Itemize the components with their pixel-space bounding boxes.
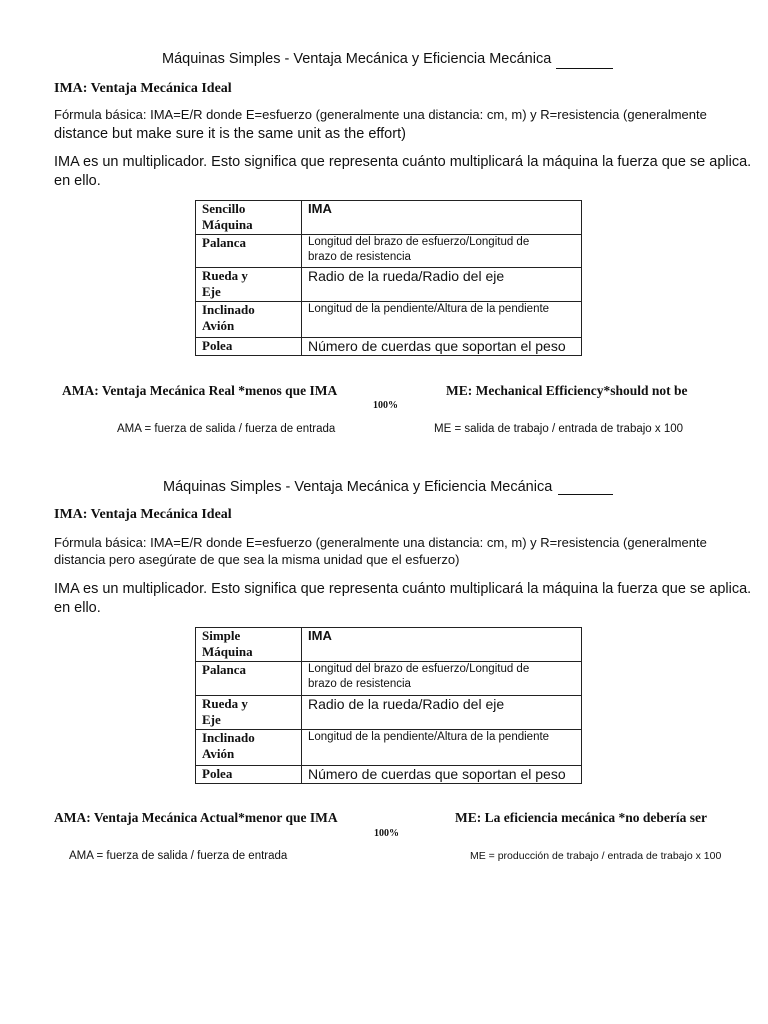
table-row — [196, 766, 582, 784]
table-row — [196, 302, 582, 338]
ama-formula: AMA = fuerza de salida / fuerza de entrada — [69, 850, 288, 862]
machine-name: Polea — [196, 338, 302, 356]
ama-formula: AMA = fuerza de salida / fuerza de entrada — [117, 423, 336, 435]
me-formula: ME = producción de trabajo / entrada de trabajo x 100 — [470, 850, 722, 862]
multiplier-text-line2: en ello. — [54, 173, 101, 189]
page-title: Máquinas Simples - Ventaja Mecánica y Eficiencia Mecánica — [162, 51, 552, 67]
formula-text-line1: Fórmula básica: IMA=E/R donde E=esfuerzo (generalmente una distancia: cm, m) y R=resistencia (generalmente — [54, 107, 707, 122]
ima-table — [195, 627, 582, 784]
table-row — [196, 268, 582, 302]
page-title: Máquinas Simples - Ventaja Mecánica y Eficiencia Mecánica — [163, 479, 553, 495]
ima-formula: Longitud de la pendiente/Altura de la pendiente — [302, 302, 582, 338]
machine-name: Rueda y Eje — [196, 696, 302, 730]
formula-text-line2: distance but make sure it is the same unit as the effort) — [54, 126, 406, 142]
header-ima: IMA — [302, 628, 582, 662]
percent-label: 100% — [373, 400, 398, 411]
machine-name: Rueda y Eje — [196, 268, 302, 302]
ima-formula: Longitud del brazo de esfuerzo/Longitud de brazo de resistencia — [302, 235, 582, 268]
title-underline — [556, 68, 613, 69]
ama-heading: AMA: Ventaja Mecánica Actual*menor que IMA — [54, 810, 338, 825]
formula-text-line2: distancia pero asegúrate de que sea la misma unidad que el esfuerzo) — [54, 552, 460, 567]
ama-heading: AMA: Ventaja Mecánica Real *menos que IMA — [62, 383, 338, 398]
table-header-row — [196, 628, 582, 662]
table-row — [196, 338, 582, 356]
table-row — [196, 696, 582, 730]
me-heading: ME: Mechanical Efficiency*should not be — [446, 383, 688, 398]
header-machine: Simple Máquina — [196, 628, 302, 662]
title-underline — [558, 494, 613, 495]
ima-formula: Longitud del brazo de esfuerzo/Longitud de brazo de resistencia — [302, 662, 582, 696]
ima-heading: IMA: Ventaja Mecánica Ideal — [54, 81, 232, 96]
multiplier-text-line2: en ello. — [54, 600, 101, 616]
multiplier-text-line1: IMA es un multiplicador. Esto significa que representa cuánto multiplicará la máquina la fuerza que se aplica. — [54, 581, 752, 597]
machine-name: Polea — [196, 766, 302, 784]
machine-name: Inclinado Avión — [196, 730, 302, 766]
machine-name: Palanca — [196, 662, 302, 696]
table-header-row — [196, 201, 582, 235]
multiplier-text-line1: IMA es un multiplicador. Esto significa que representa cuánto multiplicará la máquina la fuerza que se aplica. — [54, 154, 752, 170]
machine-name: Inclinado Avión — [196, 302, 302, 338]
ima-formula: Radio de la rueda/Radio del eje — [302, 268, 582, 302]
table-row — [196, 730, 582, 766]
formula-text-line1: Fórmula básica: IMA=E/R donde E=esfuerzo (generalmente una distancia: cm, m) y R=resistencia (generalmente — [54, 535, 707, 550]
ima-heading: IMA: Ventaja Mecánica Ideal — [54, 507, 232, 522]
ima-formula: Radio de la rueda/Radio del eje — [302, 696, 582, 730]
percent-label: 100% — [374, 828, 399, 839]
ima-formula: Longitud de la pendiente/Altura de la pendiente — [302, 730, 582, 766]
me-heading: ME: La eficiencia mecánica *no debería ser — [455, 810, 707, 825]
ima-formula: Número de cuerdas que soportan el peso — [302, 766, 582, 784]
machine-name: Palanca — [196, 235, 302, 268]
table-row — [196, 235, 582, 268]
table-row — [196, 662, 582, 696]
me-formula: ME = salida de trabajo / entrada de trabajo x 100 — [434, 423, 684, 435]
header-machine: Sencillo Máquina — [196, 201, 302, 235]
ima-formula: Número de cuerdas que soportan el peso — [302, 338, 582, 356]
ima-table — [195, 200, 582, 356]
header-ima: IMA — [302, 201, 582, 235]
